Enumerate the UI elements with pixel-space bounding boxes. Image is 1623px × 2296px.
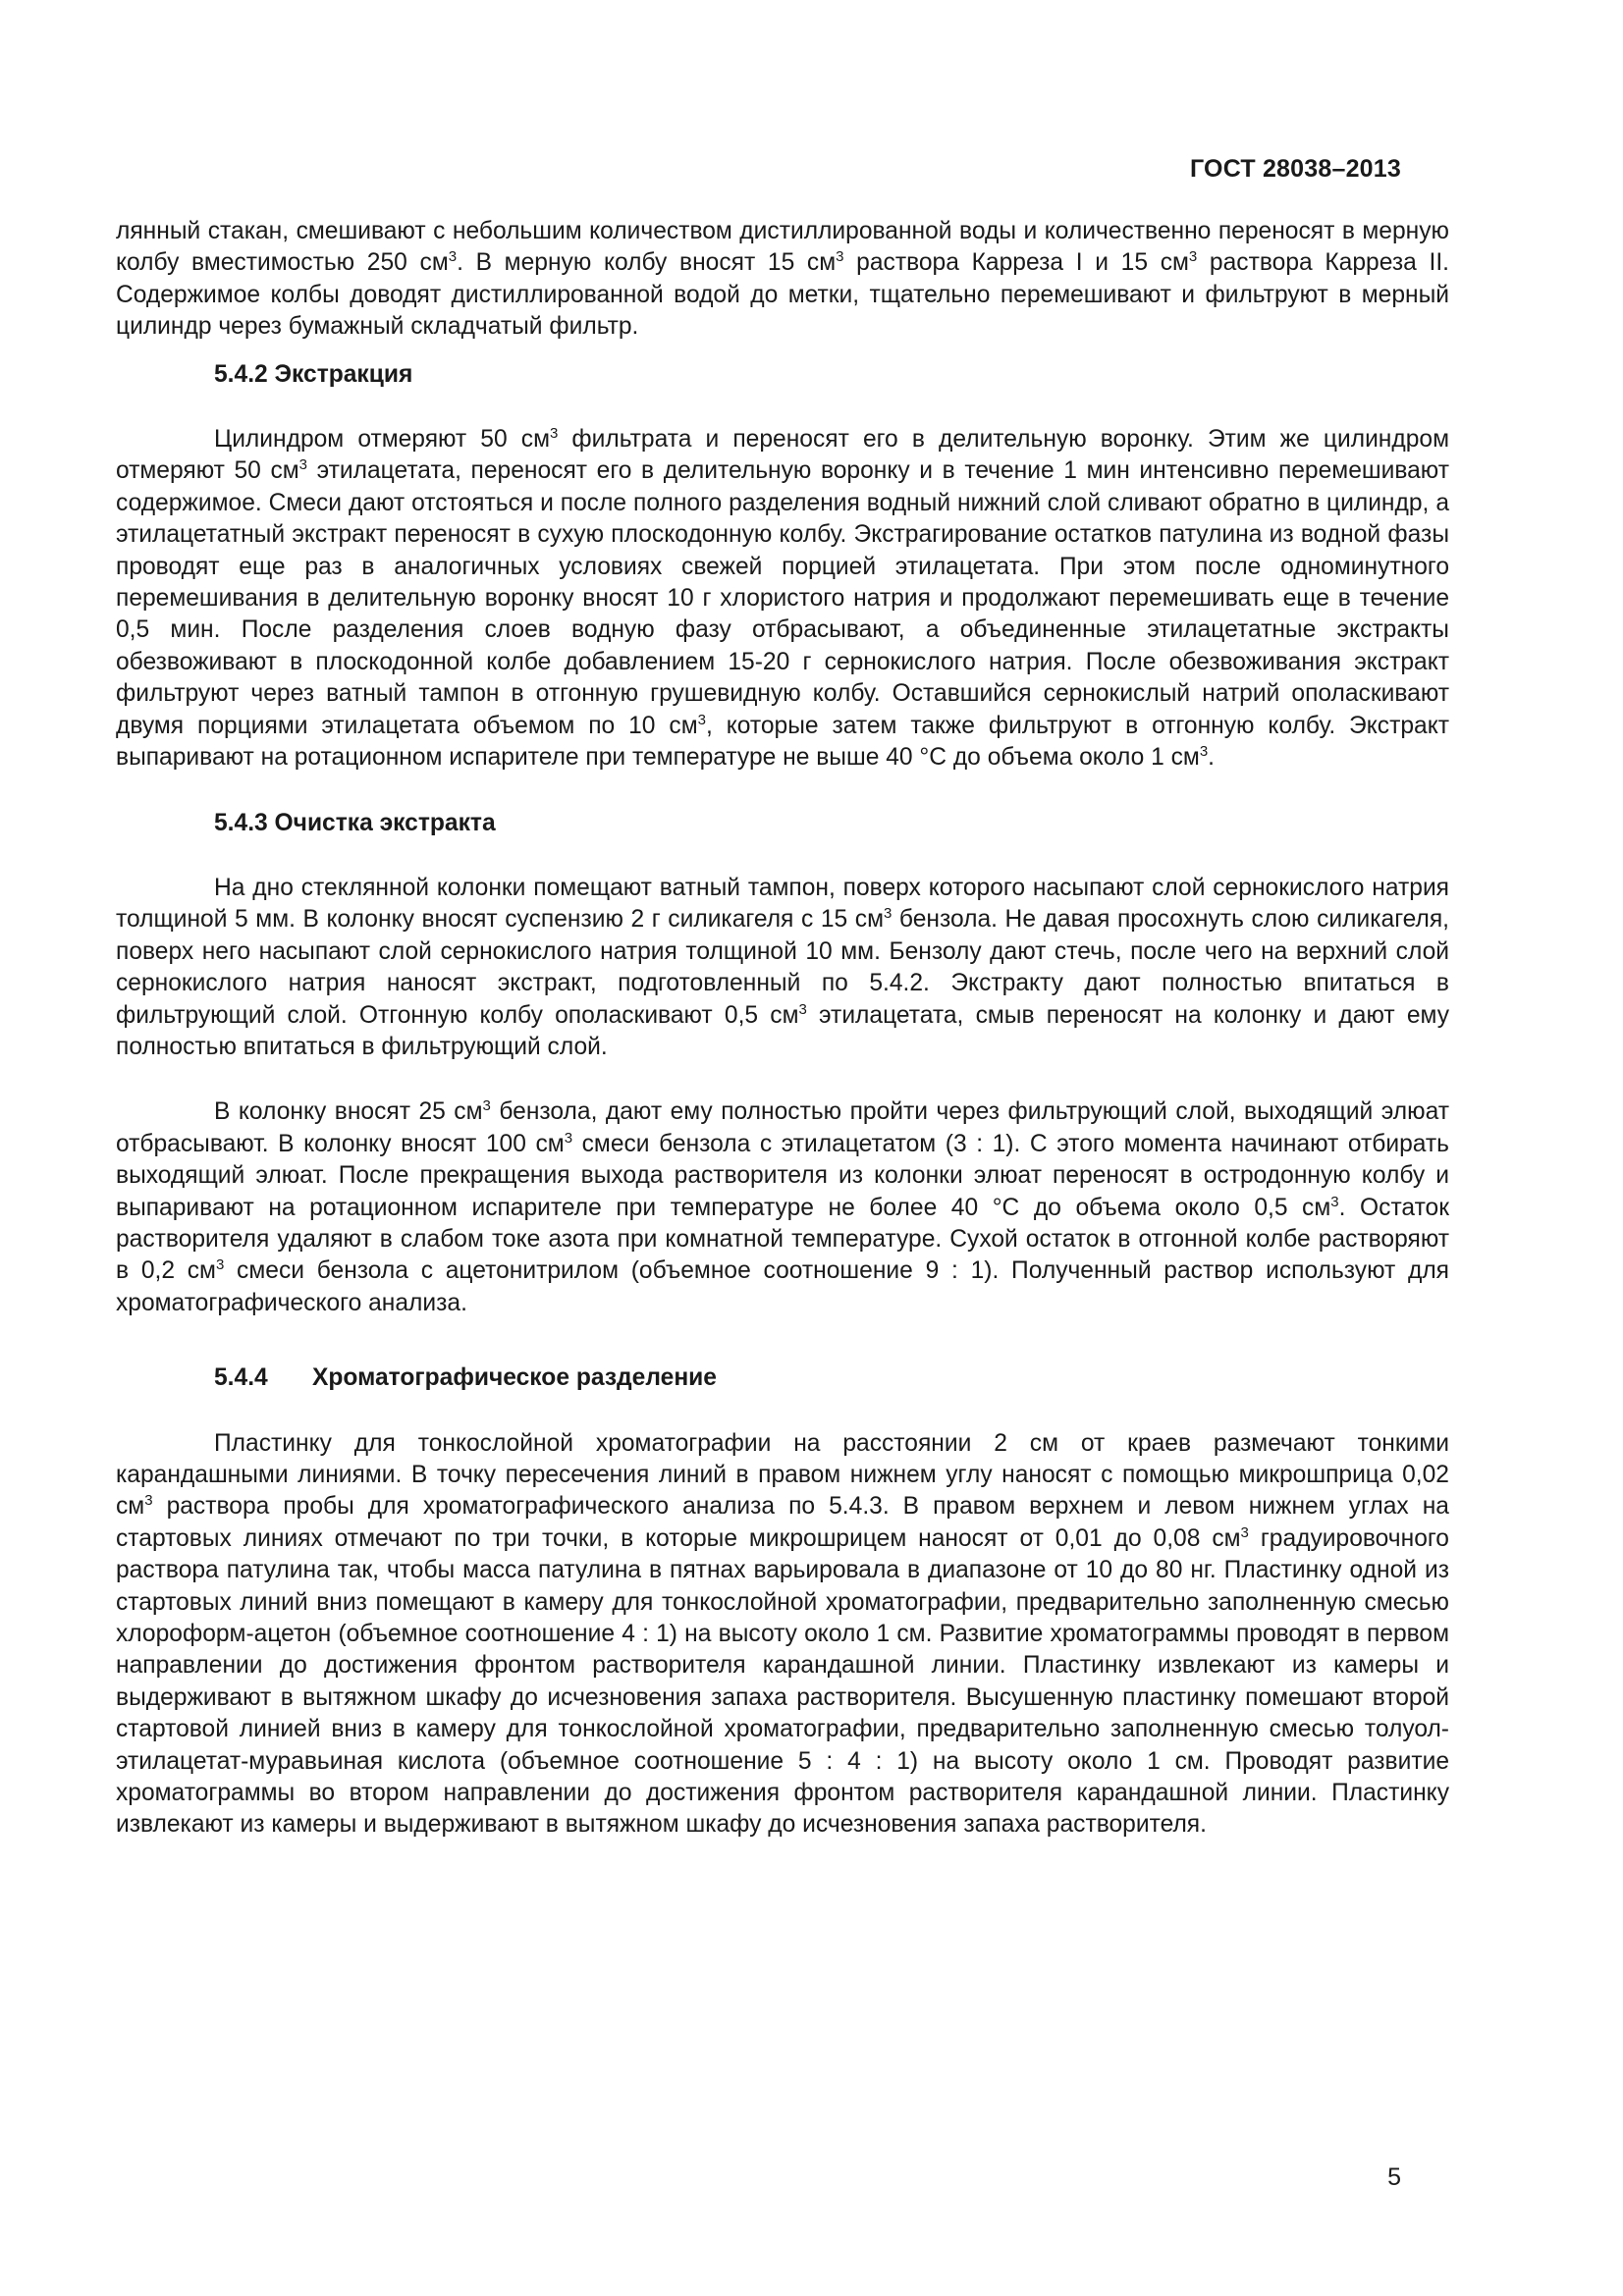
heading-chromatographic-separation xyxy=(116,1362,1449,1394)
document-body xyxy=(116,216,1449,1842)
heading-title: Хроматографическое разделение xyxy=(312,1364,717,1392)
heading-number: 5.4.4 xyxy=(214,1364,268,1392)
paragraph-extraction: Цилиндром отмеряют 50 $см^3$ фильтрата и переносят его в делительную воронку. Этим же цилиндром отмеряют 50 $см^3$ этилацетата, переносят его в делительную воронку и в течение 1 мин интенсивно перемешивают содержимое. Смеси дают отстояться и после полного разделения водный нижний слой сливают обратно в цилиндр, а этилацетатный экстракт переносят в сухую плоскодонную колбу. Экстрагирование остатков патулина из водной фазы проводят еще раз в аналогичных условиях свежей порцией этилацетата. При этом после одноминутного перемешивания в делительную воронку вносят 10 г хлористого натрия и продолжают перемешивать еще в течение 0,5 мин. После разделения слоев водную фазу отбрасывают, а объединенные этилацетатные экстракты обезвоживают в плоскодонной колбе добавлением 15-20 г сернокислого натрия. После обезвоживания экстракт фильтруют через ватный тампон в отгонную грушевидную колбу. Оставшийся сернокислый натрий ополаскивают двумя порциями этилацетата объемом по 10 $см^3$, которые затем также фильтруют в отгонную колбу. Экстракт выпаривают на ротационном испарителе при температуре не выше 40 °С до объема около 1 $см^3$. xyxy=(116,425,1450,772)
paragraph-chromatography: Пластинку для тонкослойной хроматографии на расстоянии 2 см от краев размечают тонкими карандашными линиями. В точку пересечения линий в правом нижнем углу наносят с помощью микрошприца 0,02 $см^3$ раствора пробы для хроматографического анализа по 5.4.3. В правом верхнем и левом нижнем углах на стартовых линиях отмечают по три точки, в которые микрошрицем наносят от 0,01 до 0,08 $см^3$ градуировочного раствора патулина так, чтобы масса патулина в пятнах варьировала в диапазоне от 10 до 80 нг. Пластинку одной из стартовых линий вниз помещают в камеру для тонкослойной хроматографии, предварительно заполненную смесью хлороформ-ацетон (объемное соотношение 4 : 1) на высоту около 1 см. Развитие хроматограммы проводят в первом направлении до достижения фронтом растворителя карандашной линии. Пластинку извлекают из камеры и выдерживают в вытяжном шкафу до исчезновения запаха растворителя. Высушенную пластинку помешают второй стартовой линией вниз в камеру для тонкослойной хроматографии, предварительно заполненную смесью толуол-этилацетат-муравьиная кислота (объемное соотношение 5 : 4 : 1) на высоту около 1 см. Проводят развитие хроматограммы во втором направлении до достижения фронтом растворителя карандашной линии. Пластинку извлекают из камеры и выдерживают в вытяжном шкафу до исчезновения запаха растворителя. xyxy=(116,1429,1449,1839)
document-header: ГОСТ 28038–2013 xyxy=(1190,155,1401,183)
paragraph-cleanup-b: В колонку вносят 25 $см^3$ бензола, дают ему полностью пройти через фильтрующий слой, выходящий элюат отбрасывают. В колонку вносят 100 $см^3$ смеси бензола с этилацетатом (3 : 1). С этого момента начинают отбирать выходящий элюат. После прекращения выхода растворителя из колонки элюат переносят в остродонную колбу и выпаривают на ротационном испарителе при температуре не более 40 °С до объема около 0,5 $см^3$. Остаток растворителя удаляют в слабом токе азота при комнатной температуре. Сухой остаток в отгонной колбе растворяют в 0,2 $см^3$ смеси бензола с ацетонитрилом (объемное соотношение 9 : 1). Полученный раствор используют для хроматографического анализа. xyxy=(116,1097,1449,1316)
paragraph-intro: лянный стакан, смешивают с небольшим количеством дистиллированной воды и количественно переносят в мерную колбу вместимостью 250 $см^3$. В мерную колбу вносят 15 $см^3$ раствора Карреза I и 15 $см^3$ раствора Карреза II. Содержимое колбы доводят дистиллированной водой до метки, тщательно перемешивают и фильтруют в мерный цилиндр через бумажный складчатый фильтр. xyxy=(116,218,1449,341)
heading-extraction: 5.4.2 Экстракция xyxy=(214,360,413,388)
paragraph-cleanup-a: На дно стеклянной колонки помещают ватный тампон, поверх которого насыпают слой сернокислого натрия толщиной 5 мм. В колонку вносят суспензию 2 г силикагеля с 15 $см^3$ бензола. Не давая просохнуть слою силикагеля, поверх него насыпают слой сернокислого натрия толщиной 10 мм. Бензолу дают стечь, после чего на верхний слой сернокислого натрия наносят экстракт, подготовленный по 5.4.2. Экстракту дают полностью впитаться в фильтрующий слой. Отгонную колбу ополаскивают 0,5 $см^3$ этилацетата, смыв переносят на колонку и дают ему полностью впитаться в фильтрующий слой. xyxy=(116,874,1449,1060)
page-number: 5 xyxy=(1387,2163,1401,2191)
heading-extract-cleanup: 5.4.3 Очистка экстракта xyxy=(214,809,496,836)
